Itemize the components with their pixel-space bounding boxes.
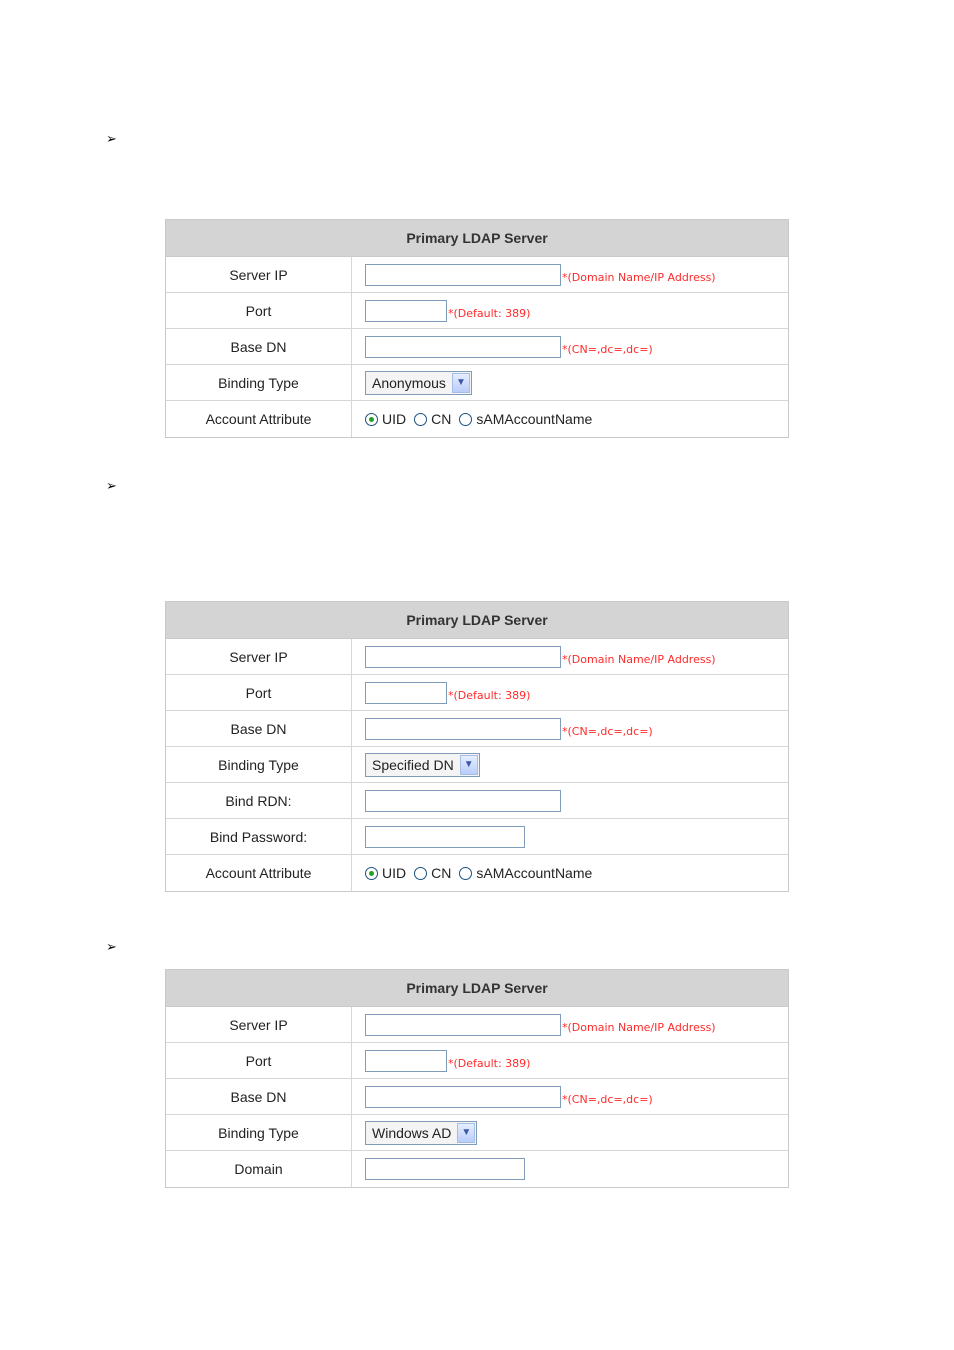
account-attribute-label: Account Attribute: [166, 401, 352, 437]
bind-rdn-row: [166, 783, 788, 819]
radio-uid-option[interactable]: [365, 865, 406, 881]
port-label: Port: [166, 293, 352, 328]
binding-type-select[interactable]: [365, 371, 472, 395]
bind-password-label: Bind Password:: [166, 819, 352, 854]
base-dn-label: Base DN: [166, 711, 352, 746]
port-input[interactable]: [365, 300, 447, 322]
arrow-bullet-icon: ➢: [106, 132, 117, 147]
base-dn-row: [166, 1079, 788, 1115]
panel-title: Primary LDAP Server: [166, 602, 788, 639]
arrow-bullet-icon: ➢: [106, 479, 117, 494]
binding-type-label: Binding Type: [166, 747, 352, 782]
radio-unchecked-icon[interactable]: [414, 867, 427, 880]
base-dn-label: Base DN: [166, 329, 352, 364]
domain-label: Domain: [166, 1151, 352, 1187]
server-ip-row: [166, 1007, 788, 1043]
base-dn-label: Base DN: [166, 1079, 352, 1114]
bind-password-input[interactable]: [365, 826, 525, 848]
base-dn-row: [166, 329, 788, 365]
ldap-panel-specified-dn: [165, 601, 789, 892]
binding-type-label: Binding Type: [166, 365, 352, 400]
binding-type-value: Windows AD: [372, 1124, 452, 1141]
panel-title: Primary LDAP Server: [166, 970, 788, 1007]
server-ip-label: Server IP: [166, 1007, 352, 1042]
binding-type-select[interactable]: [365, 1121, 477, 1145]
bind-password-row: [166, 819, 788, 855]
port-row: [166, 675, 788, 711]
radio-uid-label: UID: [382, 411, 407, 427]
base-dn-hint: *(CN=,dc=,dc=): [562, 343, 653, 356]
chevron-down-icon[interactable]: ▼: [460, 755, 478, 775]
server-ip-hint: *(Domain Name/IP Address): [562, 271, 716, 284]
port-input[interactable]: [365, 1050, 447, 1072]
binding-type-row: [166, 1115, 788, 1151]
radio-uid-option[interactable]: [365, 411, 406, 427]
account-attribute-row: [166, 401, 788, 437]
port-row: [166, 293, 788, 329]
binding-type-row: [166, 365, 788, 401]
server-ip-row: [166, 257, 788, 293]
arrow-bullet-icon: ➢: [106, 940, 117, 955]
chevron-down-icon[interactable]: ▼: [457, 1123, 475, 1143]
radio-cn-option[interactable]: [414, 411, 451, 427]
base-dn-row: [166, 711, 788, 747]
server-ip-input[interactable]: [365, 264, 561, 286]
port-hint: *(Default: 389): [448, 689, 531, 702]
radio-checked-icon[interactable]: [365, 413, 378, 426]
panel-title: Primary LDAP Server: [166, 220, 788, 257]
radio-cn-option[interactable]: [414, 865, 451, 881]
radio-uid-label: UID: [382, 865, 407, 881]
radio-unchecked-icon[interactable]: [459, 413, 472, 426]
port-input[interactable]: [365, 682, 447, 704]
server-ip-label: Server IP: [166, 257, 352, 292]
account-attribute-label: Account Attribute: [166, 855, 352, 891]
binding-type-label: Binding Type: [166, 1115, 352, 1150]
server-ip-row: [166, 639, 788, 675]
domain-row: [166, 1151, 788, 1187]
chevron-down-icon[interactable]: ▼: [452, 373, 470, 393]
base-dn-hint: *(CN=,dc=,dc=): [562, 1093, 653, 1106]
port-label: Port: [166, 675, 352, 710]
server-ip-hint: *(Domain Name/IP Address): [562, 653, 716, 666]
radio-cn-label: CN: [431, 411, 452, 427]
radio-sam-label: sAMAccountName: [476, 411, 593, 427]
radio-sam-option[interactable]: [459, 411, 592, 427]
radio-cn-label: CN: [431, 865, 452, 881]
radio-unchecked-icon[interactable]: [459, 867, 472, 880]
ldap-panel-anonymous: [165, 219, 789, 438]
binding-type-row: [166, 747, 788, 783]
radio-sam-label: sAMAccountName: [476, 865, 593, 881]
base-dn-hint: *(CN=,dc=,dc=): [562, 725, 653, 738]
bind-rdn-input[interactable]: [365, 790, 561, 812]
base-dn-input[interactable]: [365, 718, 561, 740]
port-hint: *(Default: 389): [448, 1057, 531, 1070]
radio-checked-icon[interactable]: [365, 867, 378, 880]
base-dn-input[interactable]: [365, 1086, 561, 1108]
server-ip-input[interactable]: [365, 1014, 561, 1036]
server-ip-label: Server IP: [166, 639, 352, 674]
binding-type-value: Anonymous: [372, 374, 446, 391]
radio-sam-option[interactable]: [459, 865, 592, 881]
bind-rdn-label: Bind RDN:: [166, 783, 352, 818]
port-label: Port: [166, 1043, 352, 1078]
binding-type-value: Specified DN: [372, 756, 454, 773]
port-hint: *(Default: 389): [448, 307, 531, 320]
binding-type-select[interactable]: [365, 753, 480, 777]
server-ip-input[interactable]: [365, 646, 561, 668]
ldap-panel-windows-ad: [165, 969, 789, 1188]
domain-input[interactable]: [365, 1158, 525, 1180]
base-dn-input[interactable]: [365, 336, 561, 358]
server-ip-hint: *(Domain Name/IP Address): [562, 1021, 716, 1034]
port-row: [166, 1043, 788, 1079]
radio-unchecked-icon[interactable]: [414, 413, 427, 426]
account-attribute-row: [166, 855, 788, 891]
